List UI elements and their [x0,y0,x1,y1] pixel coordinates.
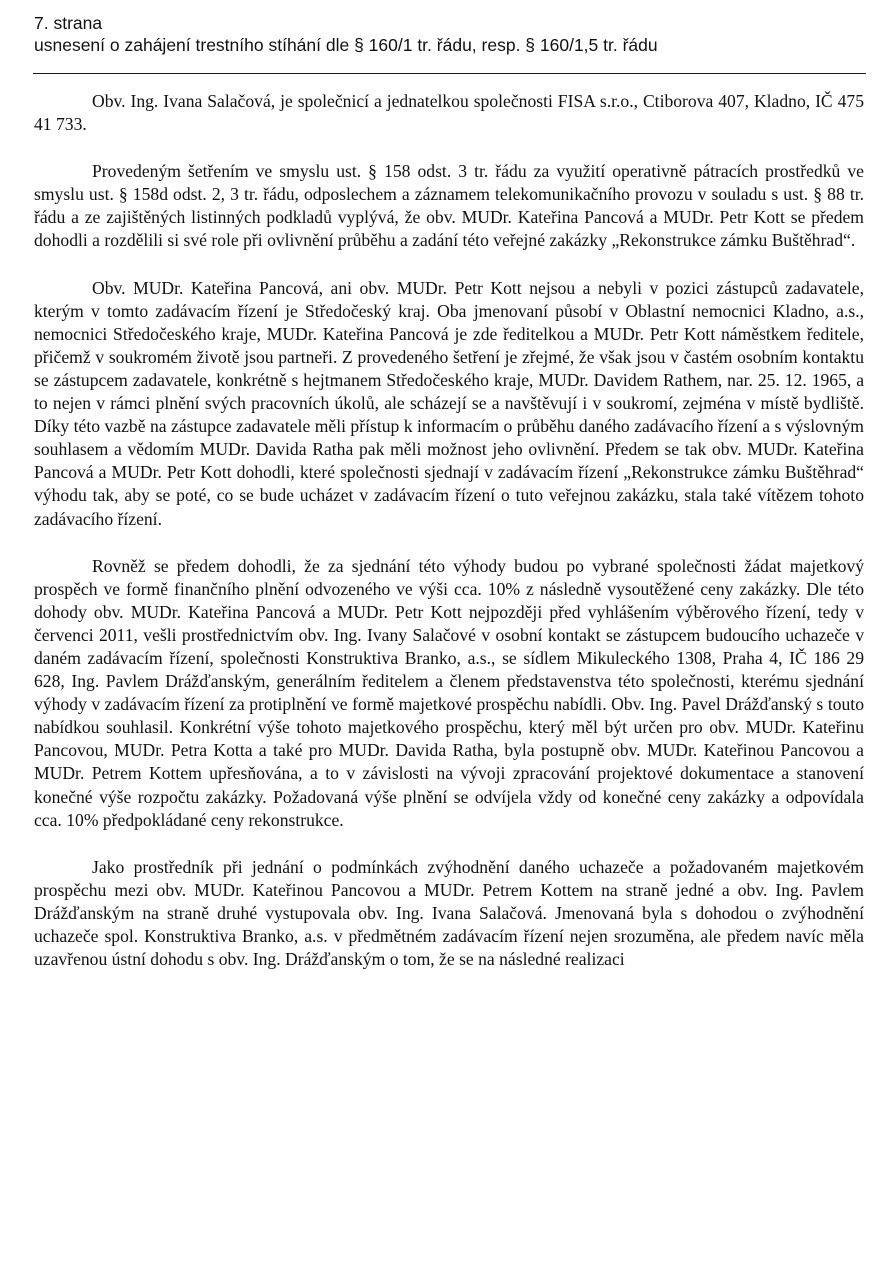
page-number: 7. strana [34,13,103,33]
paragraph-investigation: Provedeným šetřením ve smyslu ust. § 158 odst. 3 tr. řádu za využití operativně pátracích prostředků ve smyslu ust. § 158d odst. 2, 3 tr. řádu, odposlechem a záznamem telekomunikačního provozu v souladu s ust. § 88 tr. řádu a ze zajištěných listinných podkladů vyplývá, že obv. MUDr. Kateřina Pancová a MUDr. Petr Kott se předem dohodli a rozdělili si své role při ovlivnění průběhu a zadání této veřejné zakázky „Rekonstrukce zámku Buštěhrad“. [34,161,864,251]
header-divider [33,73,866,74]
document-body [34,90,864,971]
page-header [34,12,864,56]
paragraph-accused-roles: Obv. MUDr. Kateřina Pancová, ani obv. MUDr. Petr Kott nejsou a nebyli v pozici zástupců zadavatele, kterým v tomto zadávacím řízení je Středočeský kraj. Oba jmenovaní působí v Oblastní nemocnici Kladno, a.s., nemocnici Středočeského kraje, MUDr. Kateřina Pancová je zde ředitelkou a MUDr. Petr Kott náměstkem ředitele, přičemž v soukromém životě jsou partneři. Z provedeného šetření je zřejmé, že však jsou v častém osobním kontaktu se zástupcem zadavatele, konkrétně s hejtmanem Středočeského kraje, MUDr. Davidem Rathem, nar. 25. 12. 1965, a to nejen v rámci plnění svých pracovních úkolů, ale scházejí se a navštěvují i v soukromí, zejména v místě bydliště. Díky této vazbě na zástupce zadavatele měli přístup k informacím o průběhu daného zadávacího řízení a s výslovným souhlasem a vědomím MUDr. Davida Ratha pak měli možnost jeho ovlivnění. Předem se tak obv. MUDr. Kateřina Pancová a MUDr. Petr Kott dohodli, které společnosti sjednají v zadávacím řízení „Rekonstrukce zámku Buštěhrad“ výhodu tak, aby se poté, co se bude ucházet v zadávacím řízení o tuto veřejnou zakázku, stala také vítězem tohoto zadávacího řízení. [34,277,864,529]
document-title: usnesení o zahájení trestního stíhání dle § 160/1 tr. řádu, resp. § 160/1,5 tr. řádu [34,35,658,55]
paragraph-accused-salacova: Obv. Ing. Ivana Salačová, je společnicí a jednatelkou společnosti FISA s.r.o., Ctiborova 407, Kladno, IČ 475 41 733. [34,91,864,135]
paragraph-intermediary: Jako prostředník při jednání o podmínkách zvýhodnění daného uchazeče a požadovaném majetkovém prospěchu mezi obv. MUDr. Kateřinou Pancovou a MUDr. Petrem Kottem na straně jedné a obv. Ing. Pavlem Drážďanským na straně druhé vystupovala obv. Ing. Ivana Salačová. Jmenovaná byla s dohodou o zvýhodnění uchazeče spol. Konstruktiva Branko, a.s. v předmětném zadávacím řízení nejen srozuměna, ale předem navíc měla uzavřenou ústní dohodu s obv. Ing. Drážďanským o tom, že se na následné realizaci [34,856,864,970]
paragraph-agreement: Rovněž se předem dohodli, že za sjednání této výhody budou po vybrané společnosti žádat majetkový prospěch ve formě finančního plnění odvozeného ve výši cca. 10% z následně vysoutěžené ceny zakázky. Dle této dohody obv. MUDr. Kateřina Pancová a MUDr. Petr Kott nejpozději před vyhlášením výběrového řízení, tedy v červenci 2011, vešli prostřednictvím obv. Ing. Ivany Salačové v osobní kontakt se zástupcem budoucího uchazeče v daném zadávacím řízení, společnosti Konstruktiva Branko, a.s., se sídlem Mikuleckého 1308, Praha 4, IČ 186 29 628, Ing. Pavlem Drážďanským, generálním ředitelem a členem představenstva této společnosti, kterému sjednání výhody v zadávacím řízení za protiplnění ve formě majetkové prospěchu nabídli. Obv. Ing. Pavel Drážďanský s touto nabídkou souhlasil. Konkrétní výše tohoto majetkového prospěchu, který měl být určen pro obv. MUDr. Kateřinu Pancovou, MUDr. Petra Kotta a také pro MUDr. Davida Ratha, byla postupně obv. MUDr. Kateřinou Pancovou a MUDr. Petrem Kottem upřesňována, a to v závislosti na vývoji zpracování projektové dokumentace a stanovení konečné výše rozpočtu zakázky. Požadovaná výše plnění se odvíjela vždy od konečné ceny zakázky a odpovídala cca. 10% předpokládané ceny rekonstrukce. [34,555,864,830]
